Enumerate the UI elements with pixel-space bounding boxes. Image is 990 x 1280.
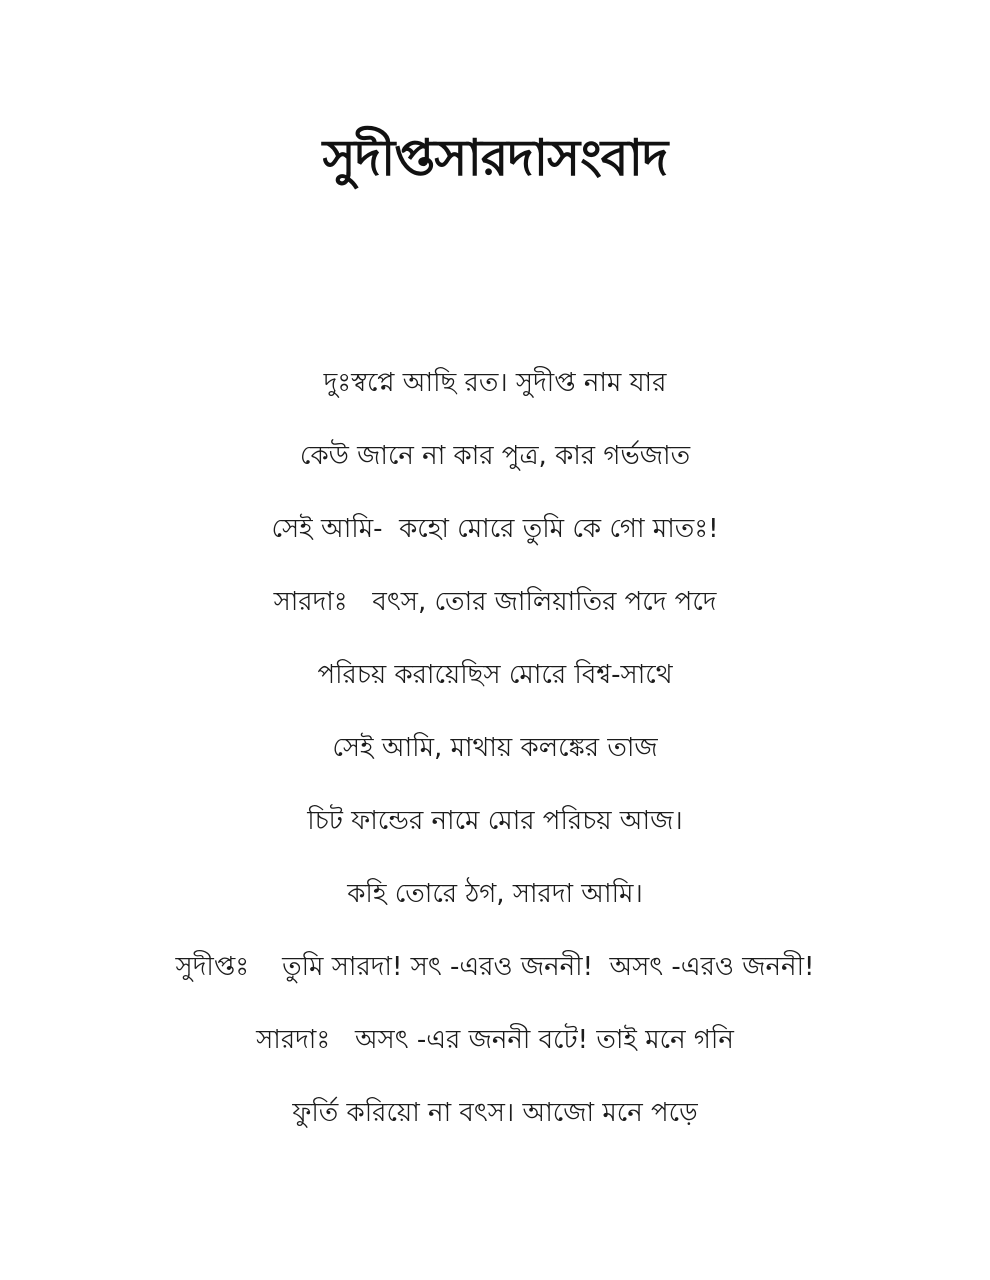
page-title: সুদীপ্তসারদাসংবাদ — [322, 129, 668, 187]
poem-line: দুঃস্বপ্নে আছি রত। সুদীপ্ত নাম যার — [323, 368, 667, 398]
poem-line: সারদাঃ বৎস, তোর জালিয়াতির পদে পদে — [273, 587, 717, 617]
poem-line: কহি তোরে ঠগ, সারদা আমি। — [347, 879, 643, 909]
poem-line: সেই আমি, মাথায় কলঙ্কের তাজ — [332, 733, 658, 763]
poem-line: কেউ জানে না কার পুত্র, কার গর্ভজাত — [299, 441, 691, 471]
poem-line: সারদাঃ অসৎ -এর জননী বটে! তাই মনে গনি — [256, 1025, 734, 1055]
poem-line: সুদীপ্তঃ তুমি সারদা! সৎ -এরও জননী! অসৎ -এরও জননী! — [175, 952, 815, 982]
poem-line: সেই আমি- কহো মোরে তুমি কে গো মাতঃ! — [271, 514, 719, 544]
poem-line: চিট ফান্ডের নামে মোর পরিচয় আজ। — [307, 806, 683, 836]
poem-line: পরিচয় করায়েছিস মোরে বিশ্ব-সাথে — [317, 660, 673, 690]
poem-line: ফুর্তি করিয়ো না বৎস। আজো মনে পড়ে — [292, 1098, 698, 1128]
poem-body — [0, 355, 990, 1158]
